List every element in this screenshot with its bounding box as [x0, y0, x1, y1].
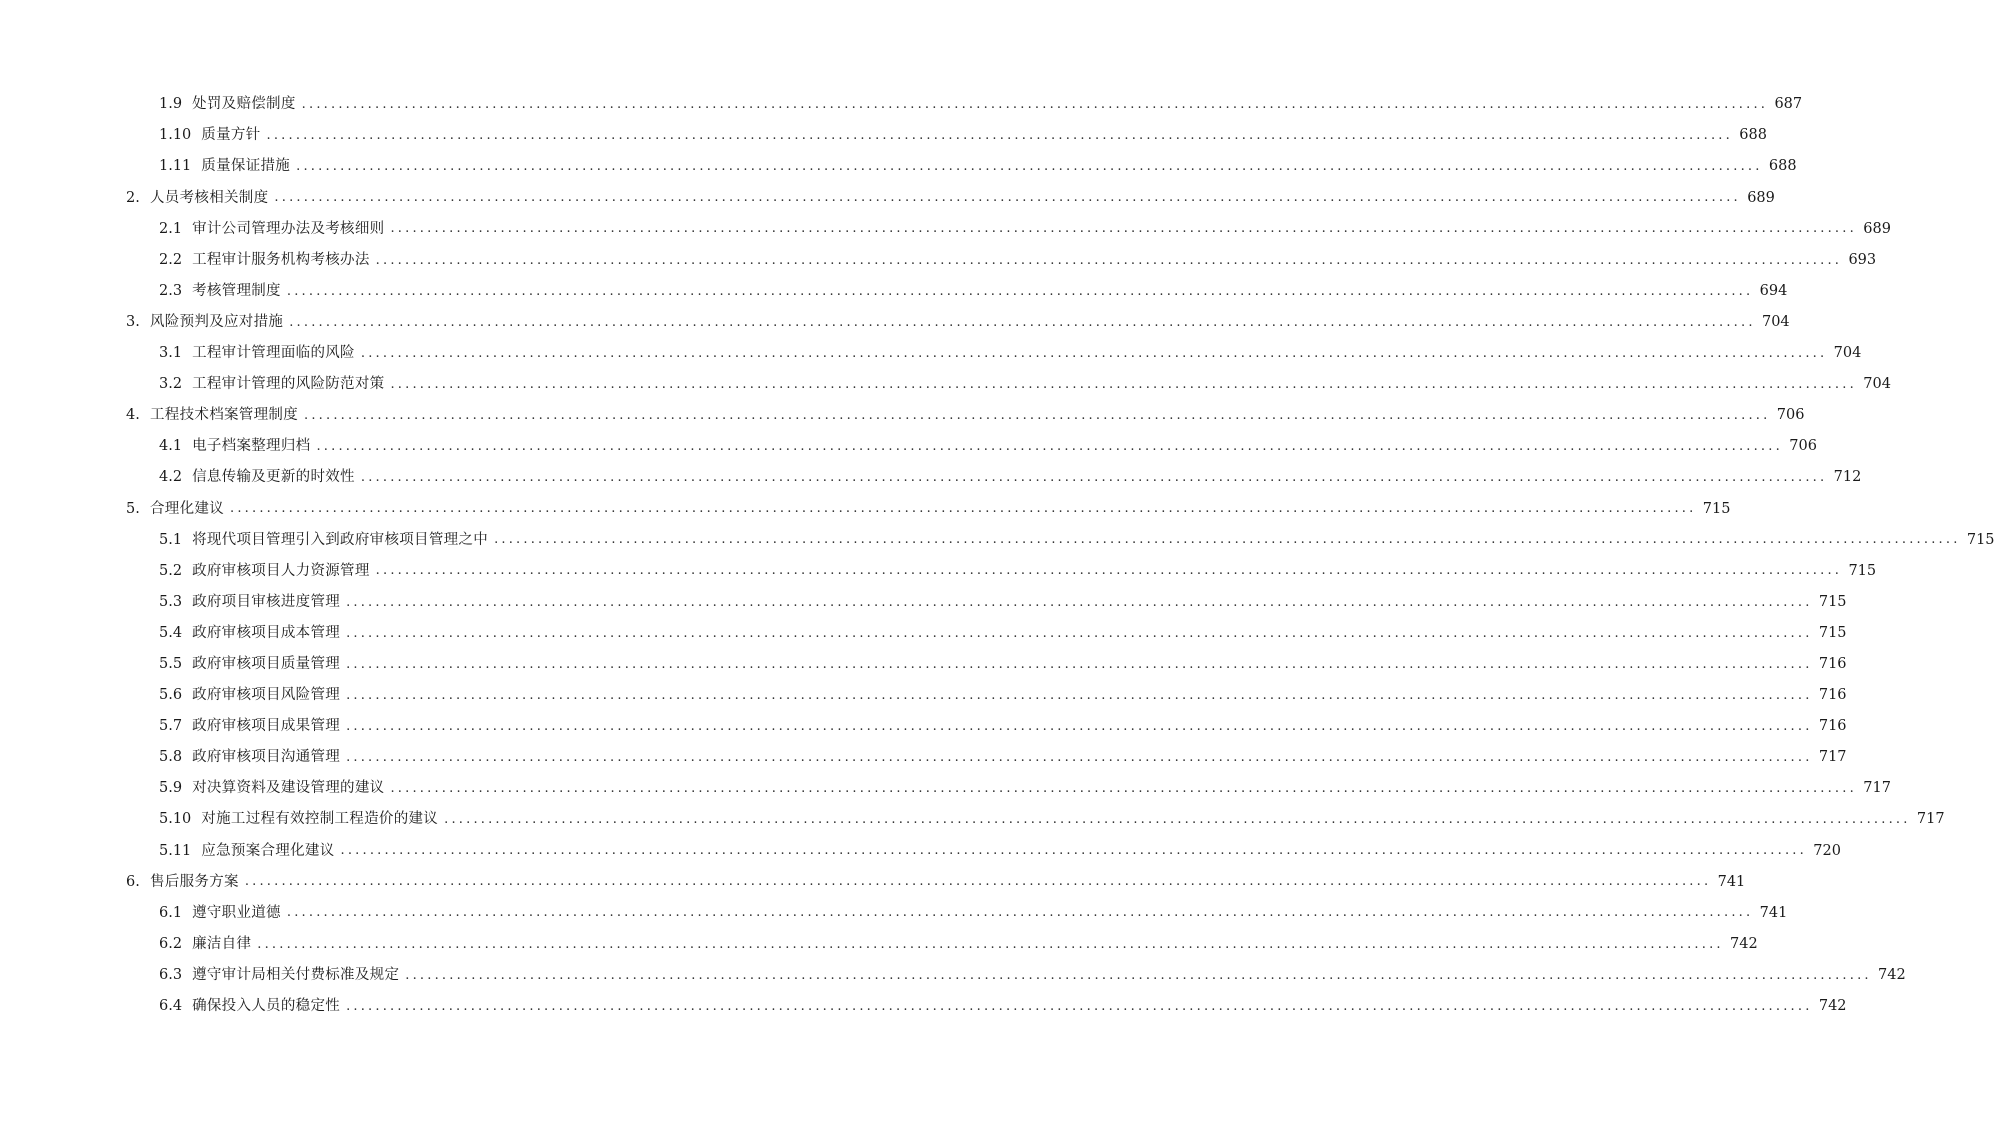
toc-entry-page-number: 716: [1818, 687, 1847, 704]
toc-dot-leader: ........................................................................................................................................................................................................: [301, 97, 1769, 113]
toc-entry-page-number: 716: [1818, 655, 1847, 672]
toc-entry-number: 2.3: [159, 282, 183, 299]
toc-dot-leader: ........................................................................................................................................................................................................: [289, 314, 1756, 330]
toc-entry-page-number: 717: [1863, 780, 1891, 797]
toc-entry-number: 5.10: [159, 811, 192, 828]
toc-entry[interactable]: [0, 742, 1847, 773]
toc-entry[interactable]: [0, 276, 1788, 307]
toc-entry-title: 遵守审计局相关付费标准及规定: [192, 966, 400, 983]
toc-entry-title: 工程审计管理的风险防范对策: [192, 376, 385, 393]
toc-entry-title: 政府审核项目风险管理: [192, 687, 341, 704]
toc-dot-leader: ........................................................................................................................................................................................................: [494, 532, 1961, 548]
toc-entry-page-number: 704: [1833, 345, 1862, 362]
toc-entry-number: 5.7: [159, 718, 183, 735]
toc-dot-leader: ........................................................................................................................................................................................................: [346, 998, 1813, 1014]
toc-entry[interactable]: [0, 991, 1847, 1022]
toc-entry-title: 工程审计服务机构考核办法: [192, 251, 370, 268]
toc-entry-title: 廉洁自律: [192, 935, 252, 952]
toc-dot-leader: ........................................................................................................................................................................................................: [286, 905, 1754, 921]
toc-entry[interactable]: [0, 213, 1891, 244]
toc-entry-number: 6.: [126, 873, 140, 890]
toc-dot-leader: ........................................................................................................................................................................................................: [390, 376, 1857, 392]
toc-dot-leader: ........................................................................................................................................................................................................: [346, 594, 1813, 610]
toc-entry[interactable]: [0, 462, 1862, 493]
toc-entry[interactable]: [0, 338, 1862, 369]
toc-entry-number: 5.5: [159, 655, 183, 672]
toc-entry-title: 人员考核相关制度: [150, 189, 269, 206]
toc-entry-page-number: 715: [1848, 562, 1877, 579]
toc-entry[interactable]: [0, 369, 1891, 400]
toc-entry[interactable]: [0, 680, 1847, 711]
toc-entry-page-number: 712: [1833, 469, 1862, 486]
toc-entry-number: 6.4: [159, 998, 183, 1015]
toc-entry-title: 对施工过程有效控制工程造价的建议: [201, 811, 439, 828]
toc-dot-leader: ........................................................................................................................................................................................................: [346, 687, 1813, 703]
toc-entry-title: 遵守职业道德: [192, 904, 281, 921]
toc-entry-number: 1.10: [159, 127, 192, 144]
toc-dot-leader: ........................................................................................................................................................................................................: [304, 407, 1771, 423]
toc-entry-page-number: 715: [1818, 624, 1847, 641]
toc-entry-number: 5.4: [159, 624, 183, 641]
toc-entry[interactable]: [0, 493, 1731, 524]
toc-entry-page-number: 688: [1739, 127, 1767, 144]
toc-entry-number: 3.: [126, 313, 140, 330]
toc-entry[interactable]: [0, 649, 1847, 680]
toc-entry-title: 质量方针: [201, 127, 261, 144]
table-of-contents: [0, 89, 1995, 1022]
toc-entry[interactable]: [0, 89, 1803, 120]
toc-dot-leader: ........................................................................................................................................................................................................: [375, 563, 1843, 579]
toc-entry-page-number: 715: [1702, 500, 1731, 517]
toc-entry-number: 5.1: [159, 531, 183, 548]
toc-entry-page-number: 717: [1818, 749, 1847, 766]
toc-entry[interactable]: [0, 400, 1805, 431]
toc-entry-title: 对决算资料及建设管理的建议: [192, 780, 385, 797]
toc-entry-title: 工程审计管理面临的风险: [192, 345, 355, 362]
toc-entry-number: 1.11: [159, 158, 192, 175]
toc-entry-page-number: 693: [1848, 251, 1877, 268]
toc-entry-number: 5.3: [159, 593, 183, 610]
toc-dot-leader: ........................................................................................................................................................................................................: [286, 283, 1754, 299]
toc-entry[interactable]: [0, 120, 1767, 151]
toc-entry[interactable]: [0, 960, 1906, 991]
toc-entry[interactable]: [0, 835, 1841, 866]
toc-entry[interactable]: [0, 773, 1891, 804]
toc-dot-leader: ........................................................................................................................................................................................................: [346, 718, 1813, 734]
toc-entry-title: 考核管理制度: [192, 282, 281, 299]
toc-entry[interactable]: [0, 244, 1877, 275]
toc-dot-leader: ........................................................................................................................................................................................................: [444, 812, 1911, 828]
toc-entry[interactable]: [0, 431, 1817, 462]
toc-dot-leader: ........................................................................................................................................................................................................: [274, 190, 1741, 206]
toc-entry-page-number: 704: [1863, 376, 1891, 393]
toc-entry[interactable]: [0, 804, 1945, 835]
toc-entry[interactable]: [0, 151, 1797, 182]
toc-dot-leader: ........................................................................................................................................................................................................: [316, 439, 1783, 455]
toc-entry-title: 电子档案整理归档: [192, 438, 311, 455]
toc-entry[interactable]: [0, 711, 1847, 742]
toc-dot-leader: ........................................................................................................................................................................................................: [360, 345, 1828, 361]
toc-dot-leader: ........................................................................................................................................................................................................: [360, 470, 1828, 486]
toc-entry-number: 5.9: [159, 780, 183, 797]
toc-dot-leader: ........................................................................................................................................................................................................: [230, 501, 1697, 517]
toc-entry-number: 4.: [126, 407, 140, 424]
toc-entry-page-number: 689: [1863, 220, 1891, 237]
toc-entry-page-number: 742: [1878, 966, 1906, 983]
toc-entry-title: 售后服务方案: [150, 873, 239, 890]
toc-entry-page-number: 688: [1768, 158, 1797, 175]
toc-entry-title: 合理化建议: [150, 500, 224, 517]
toc-entry-title: 政府审核项目成本管理: [192, 624, 341, 641]
toc-entry-title: 确保投入人员的稳定性: [192, 998, 341, 1015]
toc-entry-number: 5.8: [159, 749, 183, 766]
toc-dot-leader: ........................................................................................................................................................................................................: [266, 128, 1733, 144]
toc-entry-number: 6.3: [159, 966, 183, 983]
toc-entry-page-number: 704: [1761, 313, 1790, 330]
toc-entry-page-number: 706: [1789, 438, 1817, 455]
toc-entry-page-number: 741: [1759, 904, 1788, 921]
toc-entry-page-number: 694: [1759, 282, 1788, 299]
toc-entry-page-number: 742: [1730, 935, 1758, 952]
toc-entry-number: 3.1: [159, 345, 183, 362]
toc-entry-page-number: 715: [1818, 593, 1847, 610]
toc-entry-number: 1.9: [159, 96, 183, 113]
toc-entry[interactable]: [0, 897, 1788, 928]
toc-dot-leader: ........................................................................................................................................................................................................: [346, 625, 1813, 641]
toc-entry-page-number: 706: [1776, 407, 1805, 424]
toc-entry-title: 处罚及赔偿制度: [192, 96, 296, 113]
toc-entry-number: 2.2: [159, 251, 183, 268]
toc-entry-title: 审计公司管理办法及考核细则: [192, 220, 385, 237]
toc-entry-number: 6.2: [159, 935, 183, 952]
toc-dot-leader: ........................................................................................................................................................................................................: [375, 252, 1843, 268]
toc-entry-title: 信息传输及更新的时效性: [192, 469, 355, 486]
toc-entry-title: 工程技术档案管理制度: [150, 407, 298, 424]
toc-entry-title: 政府审核项目成果管理: [192, 718, 341, 735]
toc-dot-leader: ........................................................................................................................................................................................................: [257, 936, 1724, 952]
toc-entry-page-number: 687: [1774, 96, 1803, 113]
toc-entry[interactable]: [0, 555, 1877, 586]
toc-entry-number: 4.2: [159, 469, 183, 486]
toc-entry-number: 3.2: [159, 376, 183, 393]
toc-entry-page-number: 720: [1813, 842, 1841, 859]
toc-entry[interactable]: [0, 307, 1790, 338]
toc-entry-number: 5.11: [159, 842, 192, 859]
toc-entry-page-number: 717: [1916, 811, 1945, 828]
toc-dot-leader: ........................................................................................................................................................................................................: [390, 781, 1857, 797]
toc-entry-page-number: 689: [1747, 189, 1775, 206]
toc-entry[interactable]: [0, 866, 1746, 897]
toc-entry-title: 将现代项目管理引入到政府审核项目管理之中: [192, 531, 489, 548]
toc-entry[interactable]: [0, 618, 1847, 649]
toc-entry-title: 应急预案合理化建议: [201, 842, 335, 859]
toc-entry[interactable]: [0, 182, 1775, 213]
toc-entry-title: 政府项目审核进度管理: [192, 593, 341, 610]
toc-entry-title: 政府审核项目人力资源管理: [192, 562, 370, 579]
toc-entry-page-number: 742: [1818, 998, 1847, 1015]
toc-dot-leader: ........................................................................................................................................................................................................: [296, 159, 1763, 175]
toc-entry-number: 5.6: [159, 687, 183, 704]
toc-entry-title: 质量保证措施: [201, 158, 291, 175]
toc-dot-leader: ........................................................................................................................................................................................................: [390, 221, 1857, 237]
toc-dot-leader: ........................................................................................................................................................................................................: [346, 656, 1813, 672]
toc-entry-number: 6.1: [159, 904, 183, 921]
toc-entry-number: 4.1: [159, 438, 183, 455]
toc-entry[interactable]: [0, 587, 1847, 618]
toc-entry-title: 政府审核项目质量管理: [192, 655, 341, 672]
toc-entry-page-number: 715: [1966, 531, 1995, 548]
toc-entry-number: 2.: [126, 189, 140, 206]
toc-entry-number: 2.1: [159, 220, 183, 237]
toc-entry-title: 风险预判及应对措施: [150, 313, 284, 330]
toc-entry[interactable]: [0, 929, 1758, 960]
toc-entry[interactable]: [0, 524, 1995, 555]
toc-entry-page-number: 741: [1717, 873, 1746, 890]
toc-dot-leader: ........................................................................................................................................................................................................: [405, 967, 1872, 983]
toc-dot-leader: ........................................................................................................................................................................................................: [340, 843, 1807, 859]
toc-entry-page-number: 716: [1818, 718, 1847, 735]
toc-entry-title: 政府审核项目沟通管理: [192, 749, 341, 766]
toc-entry-number: 5.2: [159, 562, 183, 579]
toc-dot-leader: ........................................................................................................................................................................................................: [346, 750, 1813, 766]
toc-dot-leader: ........................................................................................................................................................................................................: [244, 874, 1712, 890]
toc-entry-number: 5.: [126, 500, 140, 517]
